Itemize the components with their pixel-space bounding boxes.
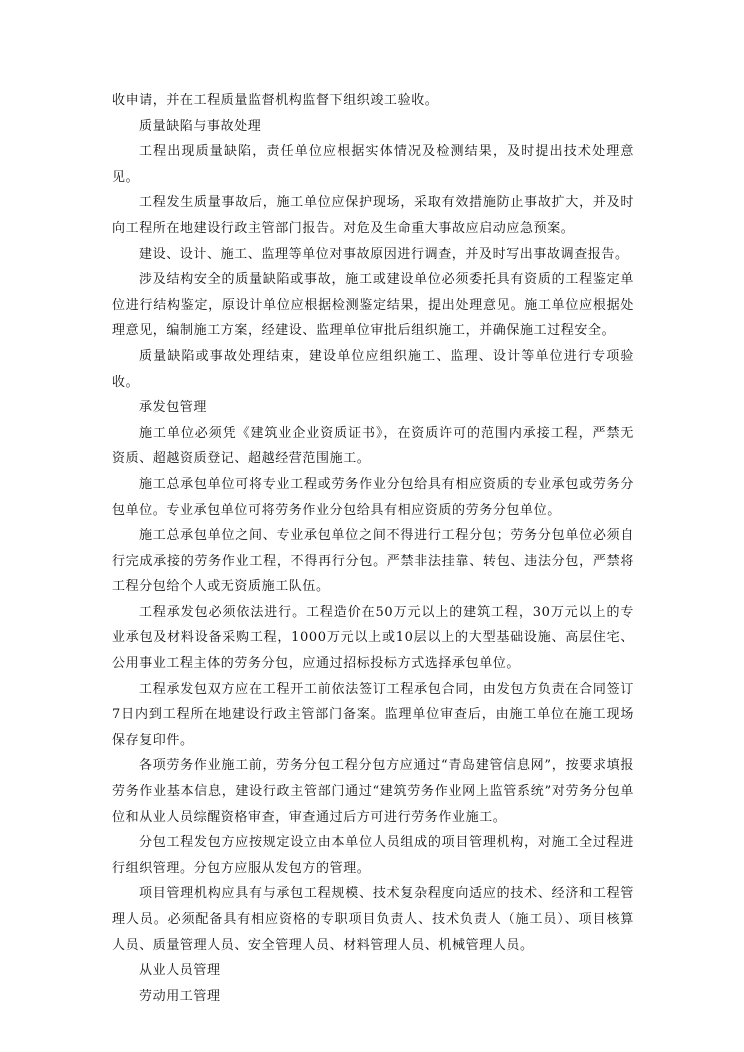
paragraph: 项目管理机构应具有与承包工程规模、技术复杂程度向适应的技术、经济和工程管理人员。必须配备具有相应资格的专职项目负责人、技术负责人（施工员）、项目核算人员、质量管理人员、安全管理人员、材料管理人员、机械管理人员。 [112,886,634,953]
paragraph: 涉及结构安全的质量缺陷或事故，施工或建设单位必须委托具有资质的工程鉴定单位进行结构鉴定，原设计单位应根据检测鉴定结果，提出处理意见。施工单位应根据处理意见，编制施工方案，经建设、监理单位审批后组织施工，并确保施工过程安全。 [112,272,634,339]
section-heading: 从业人员管理 [139,963,221,979]
paragraph: 工程发生质量事故后，施工单位应保护现场，采取有效措施防止事故扩大，并及时向工程所在地建设行政主管部门报告。对危及生命重大事故应启动应急预案。 [112,195,634,236]
paragraph: 收申请，并在工程质量监督机构监督下组织竣工验收。 [112,93,439,108]
paragraph: 质量缺陷或事故处理结束，建设单位应组织施工、监理、设计等单位进行专项验收。 [112,348,634,390]
section-heading: 质量缺陷与事故处理 [139,118,262,134]
document-body [112,88,634,1009]
paragraph: 分包工程发包方应按规定设立由本单位人员组成的项目管理机构，对施工全过程进行组织管理。分包方应服从发包方的管理。 [112,835,634,876]
paragraph: 施工总承包单位之间、专业承包单位之间不得进行工程分包；劳务分包单位必须自行完成承接的劳务作业工程，不得再行分包。严禁非法挂靠、转包、违法分包，严禁将工程分包给个人或无资质施工队伍。 [112,528,634,595]
paragraph: 施工总承包单位可将专业工程或劳务作业分包给具有相应资质的专业承包或劳务分包单位。专业承包单位可将劳务作业分包给具有相应资质的劳务分包单位。 [112,476,634,518]
section-heading: 承发包管理 [139,400,208,416]
paragraph: 施工单位必须凭《建筑业企业资质证书》，在资质许可的范围内承接工程，严禁无资质、超越资质登记、超越经营范围施工。 [112,425,634,467]
paragraph: 工程出现质量缺陷，责任单位应根据实体情况及检测结果，及时提出技术处理意见。 [112,144,634,185]
paragraph: 建设、设计、施工、监理等单位对事故原因进行调查，并及时写出事故调查报告。 [139,246,629,262]
paragraph: 工程承发包必须依法进行。工程造价在50万元以上的建筑工程，30万元以上的专业承包及材料设备采购工程，1000万元以上或10层以上的大型基础设施、高层住宅、公用事业工程主体的劳务分包，应通过招标投标方式选择承包单位。 [112,604,634,672]
paragraph: 各项劳务作业施工前，劳务分包工程分包方应通过“青岛建管信息网”，按要求填报劳务作业基本信息，建设行政主管部门通过“建筑劳务作业网上监管系统”对劳务分包单位和从业人员综醒资格审查，审查通过后方可进行劳务作业施工。 [112,758,634,825]
paragraph: 工程承发包双方应在工程开工前依法签订工程承包合同，由发包方负责在合同签订7日内到工程所在地建设行政主管部门备案。监理单位审查后，由施工单位在施工现场保存复印件。 [112,681,634,748]
section-heading: 劳动用工管理 [139,988,221,1004]
